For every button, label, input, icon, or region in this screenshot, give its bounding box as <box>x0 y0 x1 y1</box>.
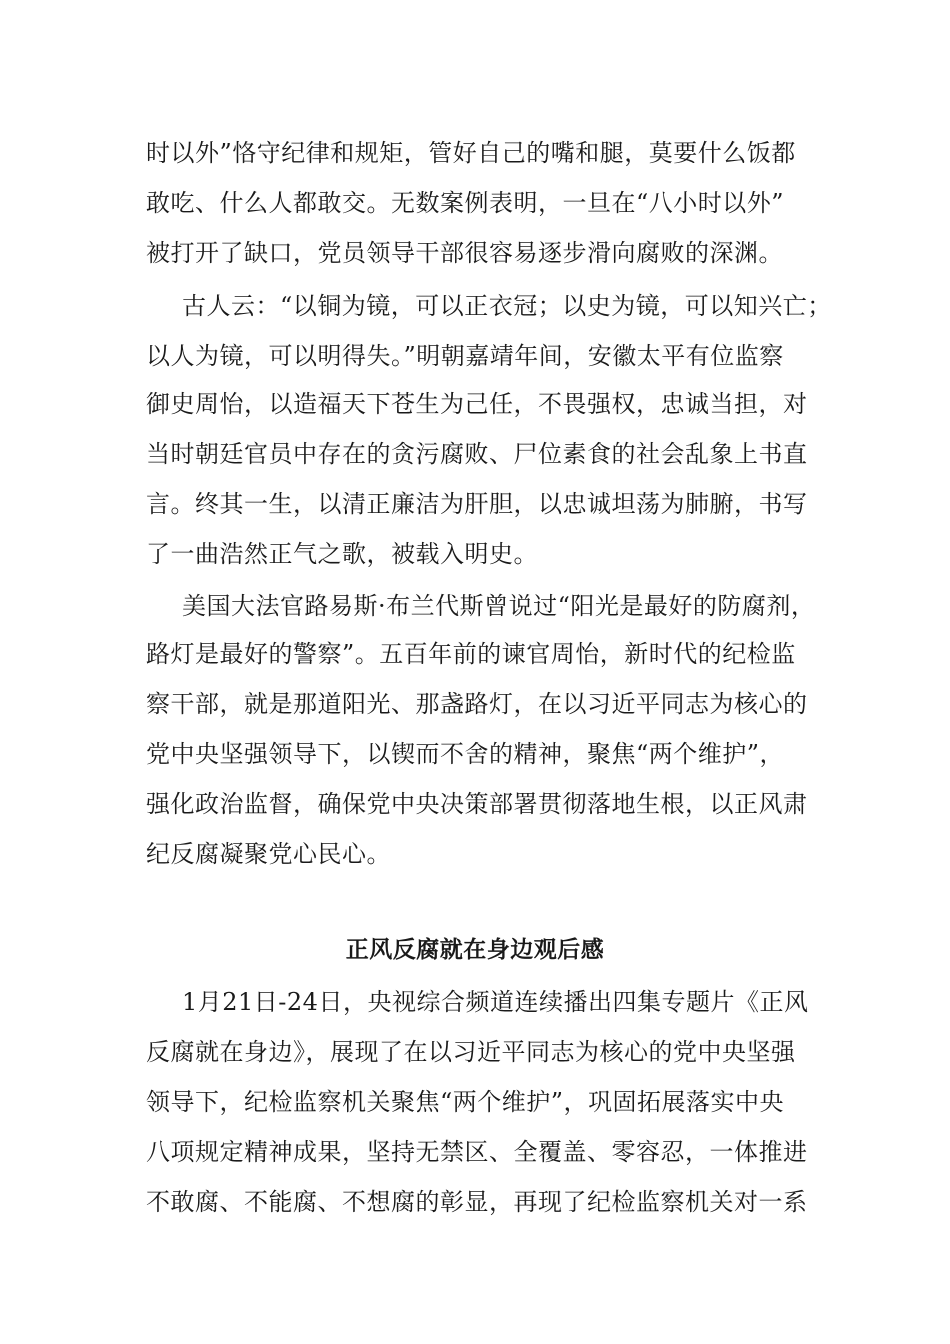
section-paragraph-line-4: 八项规定精神成果，坚持无禁区、全覆盖、零容忍，一体推进 <box>146 1138 808 1166</box>
paragraph-2-line-1: 古人云：“以铜为镜，可以正衣冠；以史为镜，可以知兴亡； <box>182 292 832 320</box>
paragraph-3-line-4: 党中央坚强领导下，以锲而不舍的精神，聚焦“两个维护”， <box>146 740 785 768</box>
paragraph-3-line-6: 纪反腐凝聚党心民心。 <box>146 840 391 868</box>
paragraph-2-line-5: 言。终其一生，以清正廉洁为肝胆，以忠诚坦荡为肺腑，书写 <box>146 490 808 518</box>
paragraph-1-line-1: 时以外”恪守纪律和规矩，管好自己的嘴和腿，莫要什么饭都 <box>146 139 796 167</box>
paragraph-2-line-2: 以人为镜，可以明得失。”明朝嘉靖年间，安徽太平有位监察 <box>146 342 784 370</box>
paragraph-2-line-3: 御史周怡，以造福天下苍生为己任，不畏强权，忠诚当担，对 <box>146 390 808 418</box>
section-paragraph-line-2: 反腐就在身边》，展现了在以习近平同志为核心的党中央坚强 <box>146 1038 796 1066</box>
paragraph-3-line-5: 强化政治监督，确保党中央决策部署贯彻落地生根，以正风肃 <box>146 790 808 818</box>
paragraph-3-line-3: 察干部，就是那道阳光、那盏路灯，在以习近平同志为核心的 <box>146 690 808 718</box>
paragraph-3-line-2: 路灯是最好的警察”。五百年前的谏官周怡，新时代的纪检监 <box>146 640 796 668</box>
section-paragraph-line-3: 领导下，纪检监察机关聚焦“两个维护”，巩固拓展落实中央 <box>146 1088 785 1116</box>
section-paragraph-line-5: 不敢腐、不能腐、不想腐的彰显，再现了纪检监察机关对一系 <box>146 1188 808 1216</box>
section-title: 正风反腐就在身边观后感 <box>345 937 605 963</box>
section-paragraph-line-1: 1月21日-24日，央视综合频道连续播出四集专题片《正风 <box>182 988 809 1016</box>
paragraph-3-line-1: 美国大法官路易斯·布兰代斯曾说过“阳光是最好的防腐剂， <box>182 592 816 620</box>
paragraph-1-line-2: 敢吃、什么人都敢交。无数案例表明，一旦在“八小时以外” <box>146 189 785 217</box>
paragraph-2-line-4: 当时朝廷官员中存在的贪污腐败、尸位素食的社会乱象上书直 <box>146 440 808 468</box>
paragraph-1-line-3: 被打开了缺口，党员领导干部很容易逐步滑向腐败的深渊。 <box>146 239 783 267</box>
paragraph-2-line-6: 了一曲浩然正气之歌，被载入明史。 <box>146 540 538 568</box>
